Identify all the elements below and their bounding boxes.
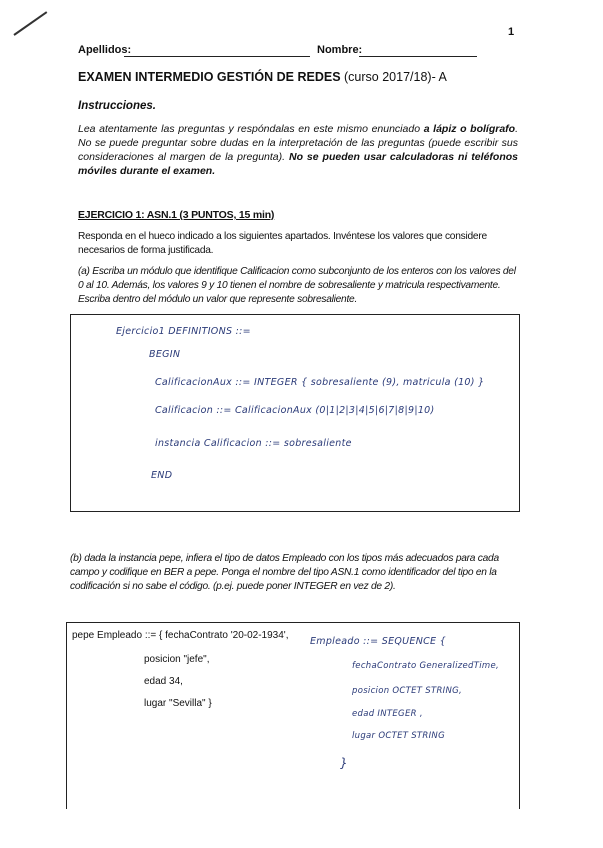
instructions-text-1: Lea atentamente las preguntas y respóndalas en este mismo enunciado (78, 123, 421, 135)
pen-mark (13, 11, 47, 36)
answer-b-line-4: edad INTEGER , (352, 709, 423, 719)
nombre-field[interactable] (359, 56, 477, 57)
instructions-text (78, 122, 518, 178)
exam-title-main: EXAMEN INTERMEDIO GESTIÓN DE REDES (78, 70, 341, 84)
answer-a-line-1: Ejercicio1 DEFINITIONS ::= (116, 326, 251, 337)
printed-b-line-4: lugar "Sevilla" } (144, 698, 212, 709)
apellidos-label: Apellidos: (78, 44, 132, 56)
instructions-text-2: . No se puede preguntar sobre dudas en la interpretación de las preguntas (puede escribir sus consideraciones al margen de la pregunta). (78, 123, 518, 163)
exam-title-sub: (curso 2017/18)- A (344, 70, 447, 84)
answer-a-line-5: instancia Calificacion ::= sobresaliente (155, 438, 352, 449)
question-a: (a) Escriba un módulo que identifique Calificacion como subconjunto de los enteros con los valores del 0 al 10. Además, los valores 9 y 10 tienen el nombre de sobresaliente y matricula respectivamente. Escriba dentro del módulo un valor que represente sobresaliente. (78, 266, 516, 305)
answer-b-line-2: fechaContrato GeneralizedTime, (352, 661, 499, 671)
instructions-bold-2: No se pueden usar calculadoras ni teléfonos móviles durante el examen. (78, 151, 518, 177)
answer-a-line-2: BEGIN (149, 349, 181, 360)
printed-b-line-1: pepe Empleado ::= { fechaContrato '20-02-1934', (72, 630, 289, 641)
nombre-label: Nombre: (317, 44, 363, 56)
answer-b-line-6: } (340, 756, 348, 770)
answer-b-line-5: lugar OCTET STRING (352, 731, 445, 741)
answer-a-line-4: Calificacion ::= CalificacionAux (0|1|2|3|4|5|6|7|8|9|10) (155, 405, 435, 416)
answer-b-line-1: Empleado ::= SEQUENCE { (310, 636, 447, 647)
instructions-heading: Instrucciones. (78, 100, 156, 112)
answer-a-line-3: CalificacionAux ::= INTEGER { sobresaliente (9), matricula (10) } (155, 377, 485, 388)
page-number: 1 (508, 26, 515, 38)
answer-a-line-6: END (151, 470, 173, 481)
answer-box-b[interactable] (66, 622, 520, 809)
instructions-bold-1: a lápiz o bolígrafo (423, 123, 516, 135)
exam-title (78, 70, 447, 84)
answer-b-line-3: posicion OCTET STRING, (352, 686, 463, 696)
printed-b-line-2: posicion "jefe", (144, 654, 210, 665)
apellidos-field[interactable] (124, 56, 310, 57)
printed-b-line-3: edad 34, (144, 676, 183, 687)
question-b: (b) dada la instancia pepe, infiera el tipo de datos Empleado con los tipos más adecuados para cada campo y codifique en BER a pepe. Ponga el nombre del tipo ASN.1 como identificador del tipo en la codificación si no sabe el código. (p.ej. puede poner INTEGER en vez de 2). (70, 553, 499, 592)
exercise-intro: Responda en el hueco indicado a los siguientes apartados. Invéntese los valores que considere necesarios de forma justificada. (78, 231, 487, 256)
exercise-heading: EJERCICIO 1: ASN.1 (3 PUNTOS, 15 min) (78, 209, 275, 221)
